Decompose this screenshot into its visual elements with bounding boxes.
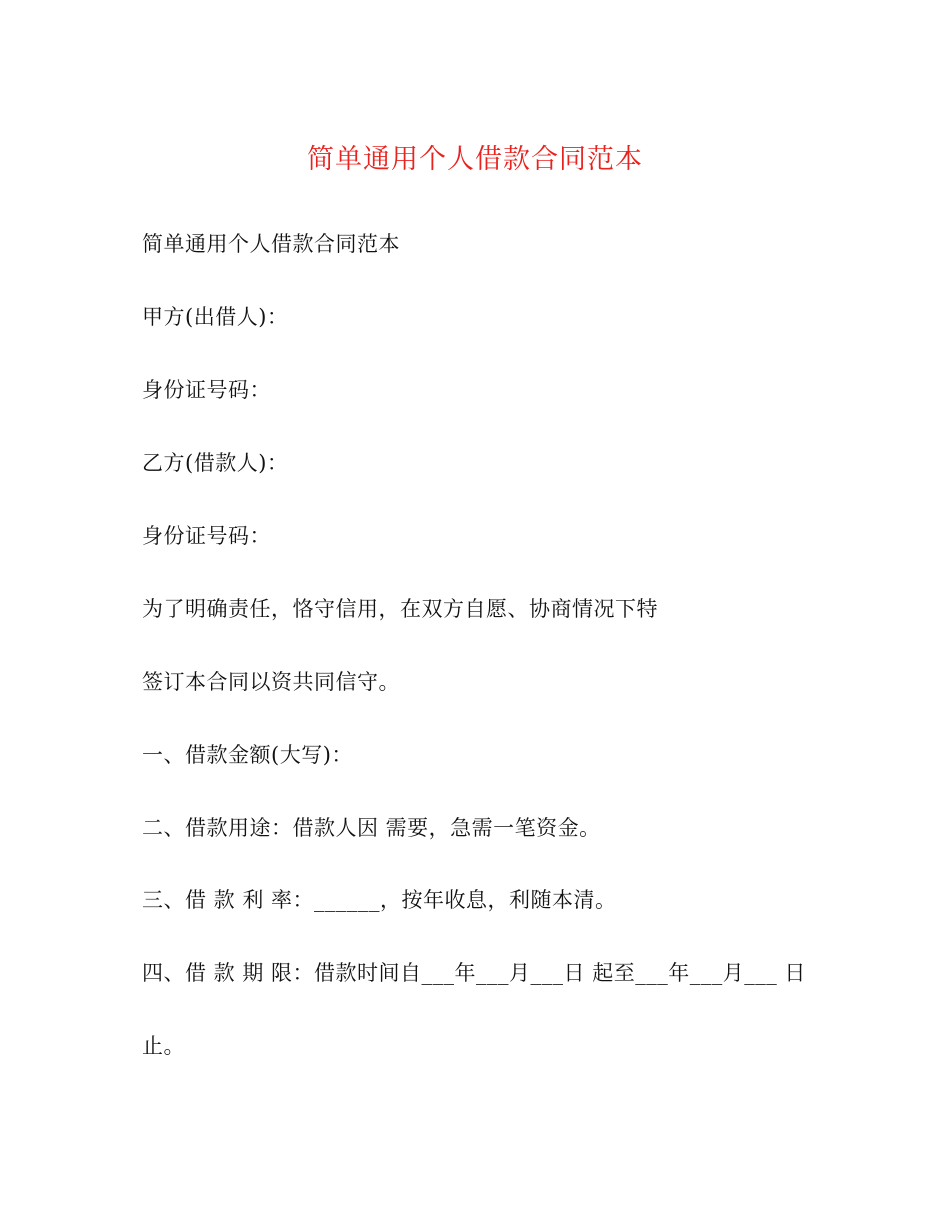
clause-interest-rate: 三、借 款 利 率：______，按年收息，利随本清。	[142, 888, 617, 912]
clause-term-end: 止。	[142, 1034, 185, 1058]
subtitle-line: 简单通用个人借款合同范本	[142, 232, 400, 256]
document-title: 简单通用个人借款合同范本	[307, 144, 643, 175]
clause-term: 四、借 款 期 限：借款时间自___年___月___日 起至___年___月___ 日	[142, 961, 806, 985]
party-a-id-line: 身份证号码：	[142, 378, 271, 402]
party-b-id-line: 身份证号码：	[142, 524, 271, 548]
preamble-line-2: 签订本合同以资共同信守。	[142, 670, 400, 694]
party-b-line: 乙方(借款人)：	[142, 451, 289, 475]
preamble-line-1: 为了明确责任，恪守信用，在双方自愿、协商情况下特	[142, 597, 658, 621]
clause-amount: 一、借款金额(大写)：	[142, 743, 353, 767]
party-a-line: 甲方(出借人)：	[142, 305, 289, 329]
clause-purpose: 二、借款用途：借款人因 需要，急需一笔资金。	[142, 816, 601, 840]
